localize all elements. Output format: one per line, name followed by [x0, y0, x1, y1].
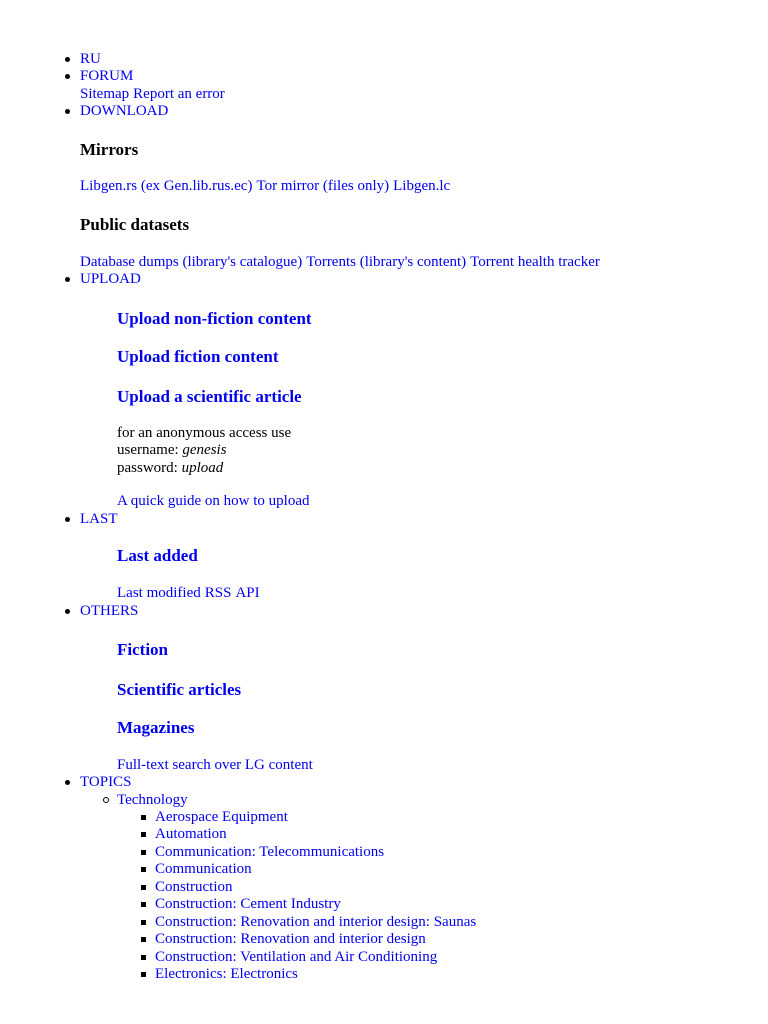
sitemap-link[interactable]: Sitemap: [80, 86, 130, 102]
others-fiction-heading: [117, 640, 168, 660]
datasets-heading: Public datasets: [80, 215, 190, 234]
nav-item-others: [80, 603, 138, 620]
tech-item: [155, 844, 384, 861]
upload-article-link[interactable]: Upload a scientific article: [117, 387, 302, 406]
upload-nonfiction-link[interactable]: Upload non-fiction content: [117, 309, 312, 328]
tech-item-link[interactable]: Aerospace Equipment: [155, 809, 288, 825]
tech-item-link[interactable]: Communication: Telecommunications: [155, 844, 385, 860]
upload-fiction-link[interactable]: Upload fiction content: [117, 347, 279, 366]
upload-link[interactable]: UPLOAD: [80, 271, 141, 287]
tech-item: [155, 809, 288, 826]
tech-item: [155, 931, 426, 948]
password-label: password:: [117, 460, 178, 476]
fiction-link[interactable]: Fiction: [117, 640, 168, 659]
nav-item-topics: [80, 774, 131, 791]
username-line: [117, 442, 227, 459]
mirror-libgen-lc-link[interactable]: Libgen.lc: [393, 178, 451, 194]
scientific-articles-link[interactable]: Scientific articles: [117, 680, 242, 699]
tech-item-link[interactable]: Construction: [155, 879, 233, 895]
username-label: username:: [117, 442, 179, 458]
technology-link[interactable]: Technology: [117, 792, 188, 808]
tech-item: [155, 879, 233, 896]
last-modified-link[interactable]: Last modified: [117, 585, 201, 601]
rss-link[interactable]: RSS: [204, 585, 232, 601]
datasets-links: [80, 254, 600, 271]
database-dumps-link[interactable]: Database dumps (library's catalogue): [80, 254, 303, 270]
others-magazines-heading: [117, 718, 194, 738]
nav-item-last: [80, 511, 118, 528]
fulltext-search-link[interactable]: Full-text search over LG content: [117, 757, 313, 773]
mirror-libgen-rs-link[interactable]: Libgen.rs (ex Gen.lib.rus.ec): [80, 178, 253, 194]
others-link[interactable]: OTHERS: [80, 603, 139, 619]
forum-links: [80, 86, 225, 103]
username-value: genesis: [182, 442, 227, 458]
torrent-health-link[interactable]: Torrent health tracker: [470, 254, 600, 270]
tech-item-link[interactable]: Construction: Renovation and interior design: [155, 931, 426, 947]
topic-technology: [117, 792, 188, 809]
tech-item: [155, 949, 437, 966]
fulltext-search: [117, 757, 313, 774]
magazines-link[interactable]: Magazines: [117, 718, 195, 737]
tech-item-link[interactable]: Automation: [155, 826, 227, 842]
tech-item-link[interactable]: Electronics: Electronics: [155, 966, 298, 982]
report-error-link[interactable]: Report an error: [133, 86, 225, 102]
ru-link[interactable]: RU: [80, 51, 101, 67]
nav-item-download: [80, 103, 168, 120]
tech-item-link[interactable]: Construction: Renovation and interior design: Saunas: [155, 914, 477, 930]
password-value: upload: [181, 460, 224, 476]
upload-article-heading: [117, 387, 302, 407]
last-link[interactable]: LAST: [80, 511, 118, 527]
anonymous-access-text: for an anonymous access use: [117, 425, 292, 441]
tech-item: [155, 826, 227, 843]
nav-item-ru: [80, 51, 101, 68]
tech-item-link[interactable]: Construction: Ventilation and Air Conditioning: [155, 949, 438, 965]
torrents-link[interactable]: Torrents (library's content): [306, 254, 467, 270]
forum-link[interactable]: FORUM: [80, 68, 134, 84]
nav-item-forum: [80, 68, 133, 85]
nav-item-upload: [80, 271, 141, 288]
tech-item: [155, 966, 298, 983]
api-link[interactable]: API: [235, 585, 260, 601]
mirrors-heading: Mirrors: [80, 140, 139, 159]
upload-fiction-heading: [117, 347, 279, 367]
tech-item-link[interactable]: Communication: [155, 861, 252, 877]
download-link[interactable]: DOWNLOAD: [80, 103, 169, 119]
mirror-tor-link[interactable]: Tor mirror (files only): [256, 178, 390, 194]
upload-guide-link[interactable]: A quick guide on how to upload: [117, 493, 310, 509]
password-line: [117, 460, 223, 477]
topics-link[interactable]: TOPICS: [80, 774, 132, 790]
mirrors-links: [80, 178, 450, 195]
tech-item-link[interactable]: Construction: Cement Industry: [155, 896, 341, 912]
last-added-link[interactable]: Last added: [117, 546, 198, 565]
tech-item: [155, 914, 476, 931]
tech-item: [155, 861, 252, 878]
upload-guide: [117, 493, 309, 510]
last-added-heading: [117, 546, 198, 566]
last-links: [117, 585, 260, 602]
upload-nonfiction-heading: [117, 309, 312, 329]
tech-item: [155, 896, 341, 913]
others-articles-heading: [117, 680, 241, 700]
